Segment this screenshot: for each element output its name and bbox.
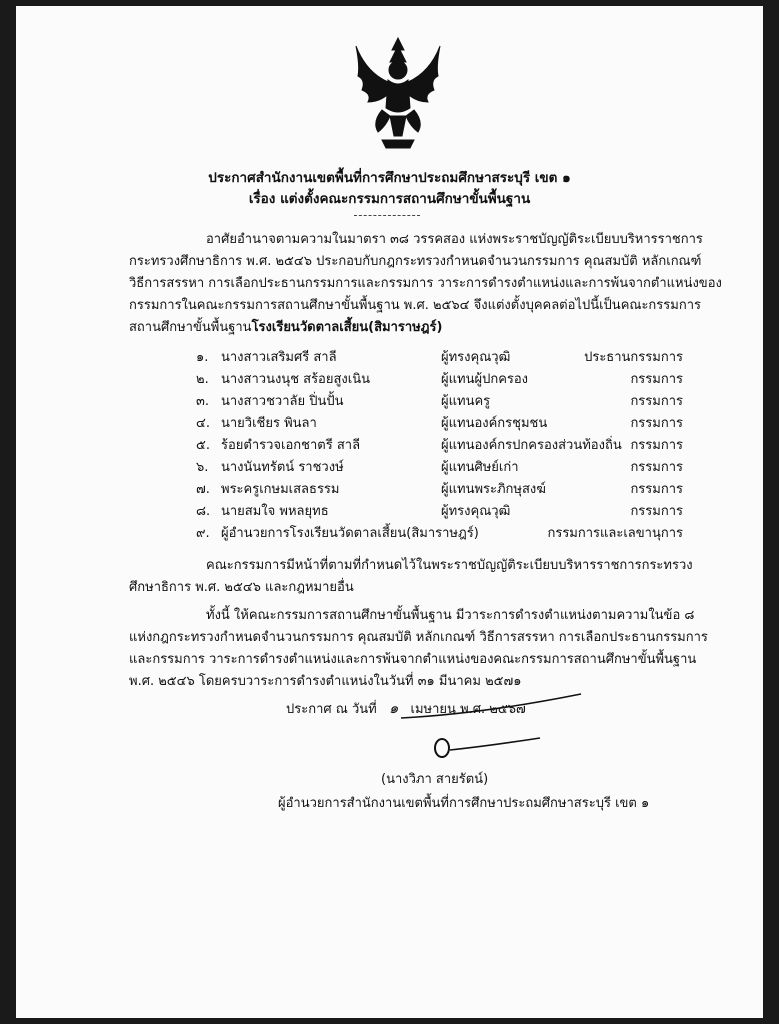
member-name: นางสาวเสริมศรี สาลี <box>221 350 337 365</box>
member-position: กรรมการ <box>630 416 683 431</box>
member-name: นายวิเชียร พินลา <box>221 416 317 431</box>
duties-line-1: คณะกรรมการมีหน้าที่ตามที่กำหนดไว้ในพระราชบัญญัติระเบียบบริหารราชการกระทรวง <box>206 558 693 573</box>
member-name: นายสมใจ พหลยุทธ <box>221 504 329 519</box>
signer-title: ผู้อำนวยการสำนักงานเขตพื้นที่การศึกษาประถมศึกษาสระบุรี เขต ๑ <box>278 796 650 811</box>
member-name: ผู้อำนวยการโรงเรียนวัดตาลเสี้ยน(สิมาราษฎร์) <box>221 526 479 541</box>
member-row <box>16 500 763 520</box>
intro-line-4: กรรมการในคณะกรรมการสถานศึกษาขั้นพื้นฐาน พ.ศ. ๒๕๖๔ จึงแต่งตั้งบุคคลต่อไปนี้เป็นคณะกรรมการ <box>129 298 701 313</box>
member-number: ๙. <box>196 526 210 541</box>
garuda-emblem-icon <box>352 36 444 152</box>
member-number: ๔. <box>196 416 210 431</box>
member-row <box>16 478 763 498</box>
member-role: ผู้ทรงคุณวุฒิ <box>441 350 511 365</box>
member-number: ๗. <box>196 482 210 497</box>
member-row <box>16 368 763 388</box>
announce-month-year: เมษายน พ.ศ. ๒๕๖๗ <box>410 702 526 717</box>
term-line-4: พ.ศ. ๒๕๔๖ โดยครบวาระการดำรงตำแหน่งในวันที่ ๓๑ มีนาคม ๒๕๗๑ <box>129 674 522 689</box>
member-row <box>16 456 763 476</box>
member-number: ๕. <box>196 438 210 453</box>
member-position: กรรมการ <box>630 394 683 409</box>
member-role: ผู้แทนองค์กรปกครองส่วนท้องถิ่น <box>441 438 622 453</box>
member-role: ผู้แทนครู <box>441 394 491 409</box>
member-role: ผู้แทนผู้ปกครอง <box>441 372 529 387</box>
signer-name: (นางวิภา สายรัตน์) <box>381 772 489 787</box>
announce-prefix: ประกาศ ณ วันที่ <box>286 702 377 717</box>
member-row <box>16 412 763 432</box>
announcement-heading: ประกาศสำนักงานเขตพื้นที่การศึกษาประถมศึกษาสระบุรี เขต ๑ <box>208 170 571 186</box>
member-number: ๓. <box>196 394 210 409</box>
member-row <box>16 390 763 410</box>
intro-line-1: อาศัยอำนาจตามความในมาตรา ๓๘ วรรคสอง แห่งพระราชบัญญัติระเบียบบริหารราชการ <box>206 232 703 247</box>
term-line-3: และกรรมการ วาระการดำรงตำแหน่งและการพ้นจากตำแหน่งของคณะกรรมการสถานศึกษาขั้นพื้นฐาน <box>129 652 697 667</box>
member-number: ๑. <box>196 350 209 365</box>
member-role: ผู้แทนศิษย์เก่า <box>441 460 519 475</box>
term-line-2: แห่งกฎกระทรวงกำหนดจำนวนกรรมการ คุณสมบัติ หลักเกณฑ์ วิธีการสรรหา การเลือกประธานกรรมการ <box>129 630 708 645</box>
term-line-1: ทั้งนี้ ให้คณะกรรมการสถานศึกษาขั้นพื้นฐาน มีวาระการดำรงตำแหน่งตามความในข้อ ๘ <box>206 608 695 623</box>
member-row <box>16 522 763 542</box>
heading-divider <box>354 215 420 216</box>
intro-line-2: กระทรวงศึกษาธิการ พ.ศ. ๒๕๔๖ ประกอบกับกฎกระทรวงกำหนดจำนวนกรรมการ คุณสมบัติ หลักเกณฑ์ <box>129 254 702 269</box>
date-flourish <box>391 686 591 726</box>
member-position: กรรมการ <box>630 482 683 497</box>
member-position: กรรมการ <box>630 504 683 519</box>
member-name: ร้อยตำรวจเอกชาตรี สาลี <box>221 438 361 453</box>
subject-heading: เรื่อง แต่งตั้งคณะกรรมการสถานศึกษาขั้นพื้นฐาน <box>248 191 531 207</box>
intro-line-3: วิธีการสรรหา การเลือกประธานกรรมการและกรรมการ วาระการดำรงตำแหน่งและการพ้นจากตำแหน่งของ <box>129 276 722 291</box>
member-number: ๖. <box>196 460 209 475</box>
member-number: ๒. <box>196 372 209 387</box>
member-name: นางนันทรัตน์ ราชวงษ์ <box>221 460 344 475</box>
duties-line-2: ศึกษาธิการ พ.ศ. ๒๕๔๖ และกฎหมายอื่น <box>129 580 354 595</box>
school-name: โรงเรียนวัดตาลเสี้ยน(สิมาราษฎร์) <box>251 320 443 335</box>
member-position: กรรมการ <box>630 438 683 453</box>
member-row <box>16 346 763 366</box>
announce-day: ๑ <box>388 699 399 717</box>
member-name: นางสาวนงนุช สร้อยสูงเนิน <box>221 372 370 387</box>
member-role: ผู้แทนพระภิกษุสงฆ์ <box>441 482 546 497</box>
member-position: กรรมการและเลขานุการ <box>547 526 683 541</box>
intro-line-5-text: สถานศึกษาขั้นพื้นฐาน <box>129 320 252 335</box>
member-name: พระครูเกษมเสลธรรม <box>221 482 340 497</box>
member-role: ผู้แทนองค์กรชุมชน <box>441 416 548 431</box>
member-position: ประธานกรรมการ <box>584 350 683 365</box>
member-position: กรรมการ <box>630 460 683 475</box>
signature <box>428 728 548 768</box>
intro-line-5 <box>129 316 442 337</box>
document-page <box>16 6 763 1018</box>
member-number: ๘. <box>196 504 211 519</box>
member-position: กรรมการ <box>630 372 683 387</box>
member-name: นางสาวชวาลัย ปิ่นปั้น <box>221 394 344 409</box>
member-row <box>16 434 763 454</box>
member-role: ผู้ทรงคุณวุฒิ <box>441 504 511 519</box>
